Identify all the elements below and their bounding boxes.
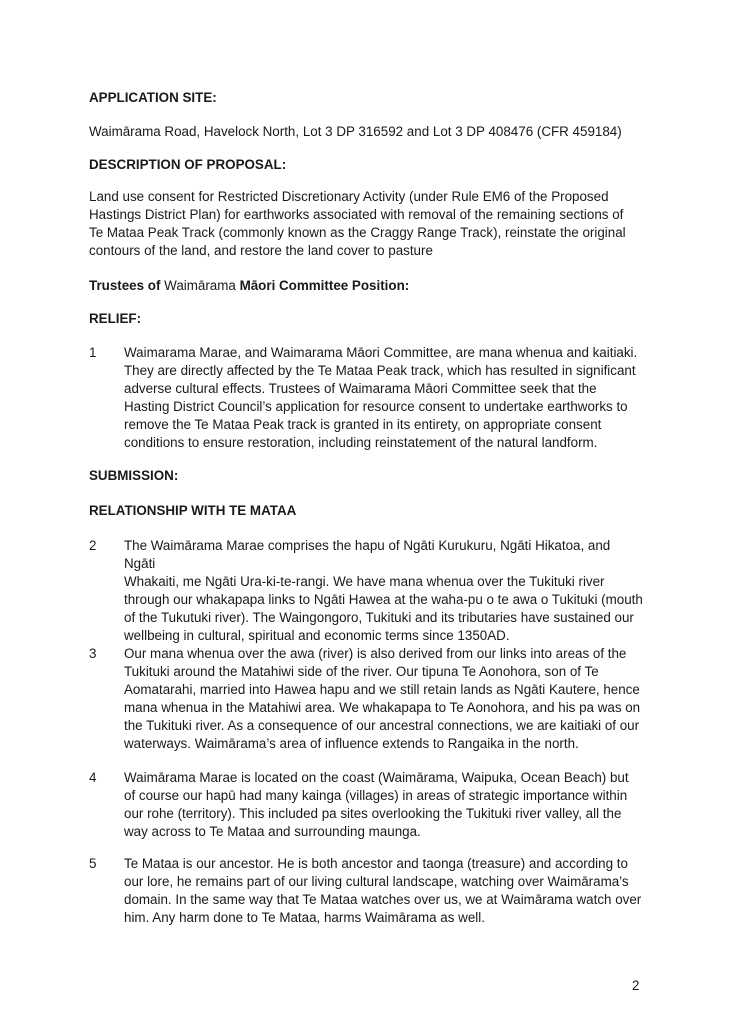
description-paragraph: [89, 188, 645, 260]
committee-position-part1: Trustees of: [89, 278, 161, 293]
paragraph-text: [124, 855, 645, 927]
paragraph-number: 3: [89, 646, 97, 661]
description-line: Hastings District Plan) for earthworks associated with removal of the remaining sections of: [89, 207, 624, 222]
paragraph-line: way across to Te Mataa and surrounding maunga.: [124, 824, 421, 839]
paragraph-line: waterways. Waimārama’s area of influence extends to Rangaika in the north.: [124, 736, 579, 751]
paragraph-line: wellbeing in cultural, spiritual and economic terms since 1350AD.: [124, 628, 510, 643]
application-site-text: Waimārama Road, Havelock North, Lot 3 DP 316592 and Lot 3 DP 408476 (CFR 459184): [89, 124, 622, 139]
description-line: Land use consent for Restricted Discretionary Activity (under Rule EM6 of the Proposed: [89, 189, 609, 204]
application-site-heading: APPLICATION SITE:: [89, 90, 217, 105]
relief-heading: RELIEF:: [89, 311, 142, 326]
paragraph-line: our rohe (territory). This included pa sites overlooking the Tukituki river valley, all the: [124, 806, 622, 821]
paragraph-line: mana whenua in the Matahiwi area. We whakapapa to Te Aonohora, and his pa was on: [124, 700, 641, 715]
paragraph-line: Waimārama Marae is located on the coast (Waimārama, Waipuka, Ocean Beach) but: [124, 770, 629, 785]
description-heading: DESCRIPTION OF PROPOSAL:: [89, 157, 287, 172]
paragraph-line: Our mana whenua over the awa (river) is also derived from our links into areas of the: [124, 646, 627, 661]
paragraph-line: Te Mataa is our ancestor. He is both ancestor and taonga (treasure) and according to: [124, 856, 628, 871]
paragraph-line: our lore, he remains part of our living cultural landscape, watching over Waimārama’s: [124, 874, 629, 889]
paragraph-line: him. Any harm done to Te Mataa, harms Waimārama as well.: [124, 910, 485, 925]
paragraph-line: of the Tukutuki river). The Waingongoro, Tukituki and its tributaries have sustained our: [124, 610, 634, 625]
paragraph-text: [124, 645, 645, 753]
relief-line: conditions to ensure restoration, including reinstatement of the natural landform.: [124, 435, 598, 450]
committee-position-heading: [89, 277, 409, 295]
committee-position-part2: Waimārama: [160, 278, 240, 293]
paragraph-line: of course our hapū had many kainga (villages) in areas of strategic importance within: [124, 788, 628, 803]
relief-line: They are directly affected by the Te Mataa Peak track, which has resulted in significant: [124, 363, 636, 378]
paragraph-line: The Waimārama Marae comprises the hapu of Ngāti Kurukuru, Ngāti Hikatoa, and Ngāti: [124, 538, 611, 571]
paragraph-line: through our whakapapa links to Ngāti Hawea at the waha-pu o te awa o Tukituki (mouth: [124, 592, 643, 607]
relief-item-number: 1: [89, 345, 97, 360]
paragraph-line: Aomatarahi, married into Hawea hapu and we still retain lands as Ngāti Kautere, hence: [124, 682, 640, 697]
paragraph-text: [124, 537, 645, 645]
page-number: 2: [632, 978, 640, 993]
relief-line: Hasting District Council’s application for resource consent to undertake earthworks to: [124, 399, 628, 414]
paragraph-line: Whakaiti, me Ngāti Ura-ki-te-rangi. We have mana whenua over the Tukituki river: [124, 574, 605, 589]
paragraph-number: 4: [89, 770, 97, 785]
relief-line: Waimarama Marae, and Waimarama Māori Committee, are mana whenua and kaitiaki.: [124, 345, 638, 360]
submission-heading: SUBMISSION:: [89, 468, 179, 483]
committee-position-part3: Māori Committee Position:: [239, 278, 410, 293]
description-line: contours of the land, and restore the land cover to pasture: [89, 243, 433, 258]
paragraph-text: [124, 769, 645, 841]
relief-line: remove the Te Mataa Peak track is granted in its entirety, on appropriate consent: [124, 417, 602, 432]
description-line: Te Mataa Peak Track (commonly known as the Craggy Range Track), reinstate the original: [89, 225, 626, 240]
paragraph-line: the Tukituki river. As a consequence of our ancestral connections, we are kaitiaki of our: [124, 718, 640, 733]
paragraph-number: 2: [89, 538, 97, 553]
paragraph-line: Tukituki around the Matahiwi side of the river. Our tipuna Te Aonohora, son of Te: [124, 664, 599, 679]
relationship-heading: RELATIONSHIP WITH TE MATAA: [89, 503, 297, 518]
paragraph-number: 5: [89, 856, 97, 871]
relief-line: adverse cultural effects. Trustees of Waimarama Māori Committee seek that the: [124, 381, 597, 396]
relief-item-text: [124, 344, 645, 452]
paragraph-line: domain. In the same way that Te Mataa watches over us, we at Waimārama watch over: [124, 892, 642, 907]
